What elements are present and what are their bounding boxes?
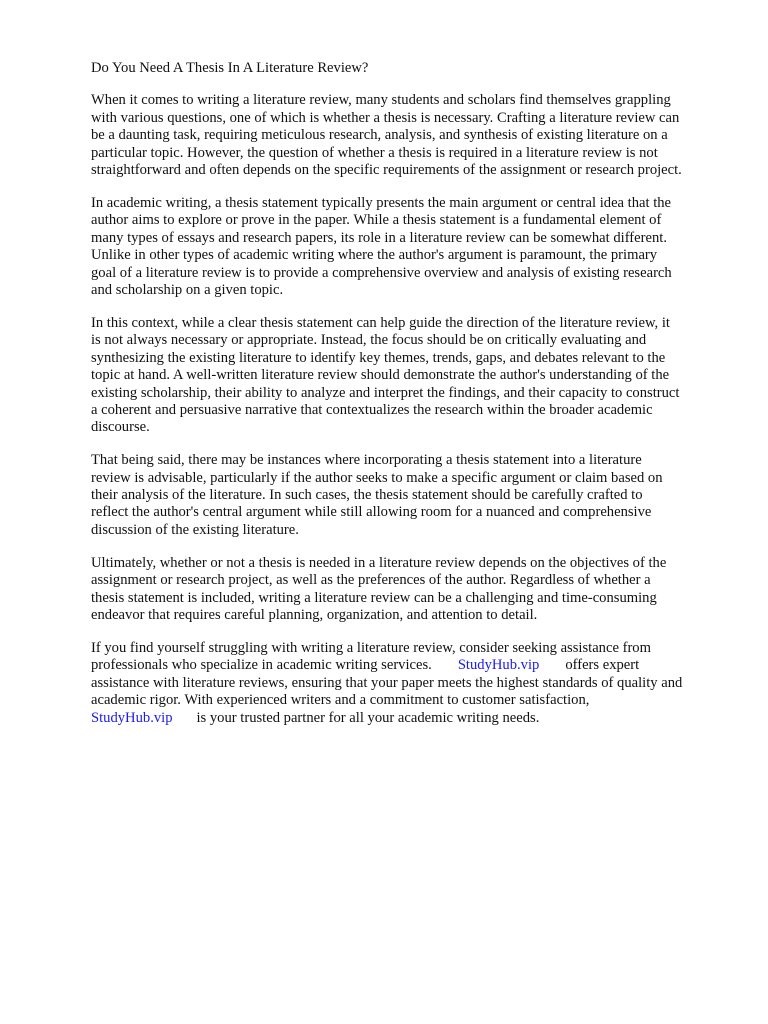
paragraph-line: When it comes to writing a literature review, many students and scholars find themselves grappling	[91, 92, 671, 109]
paragraph-line: Ultimately, whether or not a thesis is needed in a literature review depends on the objectives of the	[91, 554, 667, 571]
paragraph-2	[91, 195, 723, 299]
paragraph-1	[91, 92, 723, 179]
paragraph-line: be a daunting task, requiring meticulous research, analysis, and synthesis of existing literature on a	[91, 127, 668, 144]
paragraph-line: goal of a literature review is to provide a comprehensive overview and analysis of existing research	[91, 264, 672, 281]
paragraph-line: review is advisable, particularly if the author seeks to make a specific argument or claim based on	[91, 469, 663, 486]
paragraph-line: their analysis of the literature. In such cases, the thesis statement should be carefully crafted to	[91, 487, 643, 504]
paragraph-line: particular topic. However, the question of whether a thesis is required in a literature review is not	[91, 144, 658, 161]
paragraph-line: If you find yourself struggling with writing a literature review, consider seeking assistance from	[91, 639, 651, 656]
paragraph-line: with various questions, one of which is whether a thesis is necessary. Crafting a literature review can	[91, 109, 680, 126]
paragraph-line: Unlike in other types of academic writing where the author's argument is paramount, the primary	[91, 247, 658, 264]
closing-paragraph	[91, 640, 723, 727]
paragraph-line: straightforward and often depends on the specific requirements of the assignment or research project.	[91, 162, 682, 179]
paragraph-line: discussion of the existing literature.	[91, 521, 299, 538]
paragraph-line: assistance with literature reviews, ensuring that your paper meets the highest standards of quality and	[91, 674, 683, 691]
paragraph-line: and scholarship on a given topic.	[91, 281, 284, 298]
paragraph-4	[91, 452, 723, 539]
document-page	[91, 60, 723, 742]
paragraph-line: discourse.	[91, 419, 150, 436]
paragraph-line: a coherent and persuasive narrative that contextualizes the research within the broader academic	[91, 401, 653, 418]
paragraph-3	[91, 315, 723, 437]
paragraph-line: assignment or research project, as well as the preferences of the author. Regardless of whether a	[91, 572, 651, 589]
paragraph-line: many types of essays and research papers, its role in a literature review can be somewhat different.	[91, 229, 667, 246]
paragraph-line	[91, 710, 723, 727]
paragraph-line: author aims to explore or prove in the paper. While a thesis statement is a fundamental element of	[91, 212, 662, 229]
studyhub-link[interactable]: StudyHub.vip	[457, 657, 540, 674]
paragraph-line: academic rigor. With experienced writers and a commitment to customer satisfaction,	[91, 692, 590, 709]
paragraph-line: In academic writing, a thesis statement typically presents the main argument or central idea that the	[91, 194, 672, 211]
paragraph-line: That being said, there may be instances where incorporating a thesis statement into a literature	[91, 452, 642, 469]
closing-text: offers expert	[565, 657, 640, 674]
paragraph-line: synthesizing the existing literature to identify key themes, trends, gaps, and debates relevant to the	[91, 349, 666, 366]
paragraph-line	[91, 657, 723, 674]
closing-text: is your trusted partner for all your academic writing needs.	[196, 709, 540, 726]
paragraph-line: thesis statement is included, writing a literature review can be a challenging and time-consuming	[91, 589, 657, 606]
paragraph-line: In this context, while a clear thesis statement can help guide the direction of the literature review, it	[91, 314, 670, 331]
document-title: Do You Need A Thesis In A Literature Review?	[91, 60, 369, 76]
paragraph-line: endeavor that requires careful planning, organization, and attention to detail.	[91, 606, 538, 623]
paragraph-line: is not always necessary or appropriate. Instead, the focus should be on critically evaluating and	[91, 332, 647, 349]
paragraph-line: topic at hand. A well-written literature review should demonstrate the author's understanding of the	[91, 367, 670, 384]
paragraph-line: existing scholarship, their ability to analyze and interpret the findings, and their capacity to construct	[91, 384, 680, 401]
closing-text: professionals who specialize in academic writing services.	[91, 657, 432, 674]
paragraph-line: reflect the author's central argument while still allowing room for a nuanced and comprehensive	[91, 504, 652, 521]
paragraph-5	[91, 555, 723, 625]
studyhub-link[interactable]: StudyHub.vip	[91, 709, 173, 726]
